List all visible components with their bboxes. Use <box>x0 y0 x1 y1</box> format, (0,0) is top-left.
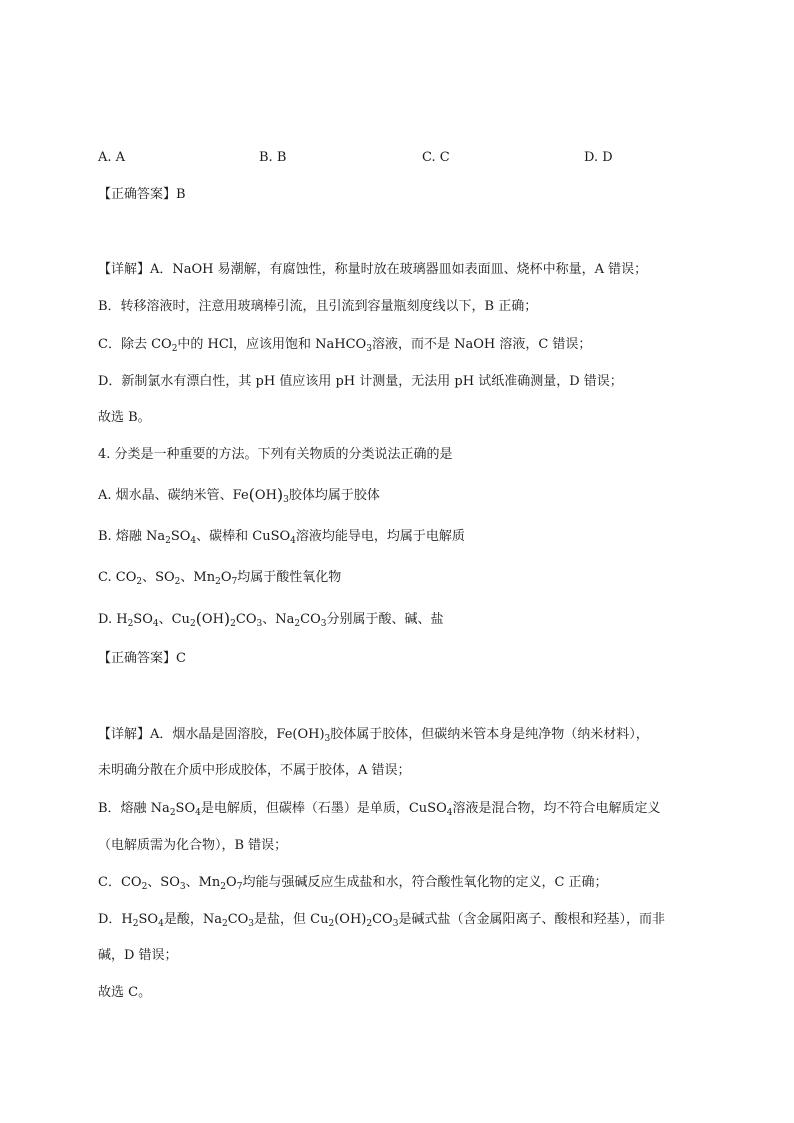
q3-detail-c: C．除去 $CO_2$中的 HCl，应该用饱和 NaHCO$_3$溶液，而不是 NaOH 溶液，C 错误； <box>98 337 592 354</box>
q4-option-a: A. 烟水晶、碳纳米管、$Fe(OH)_3$胶体均属于胶体 <box>98 485 380 505</box>
option-a: A. A <box>98 150 126 165</box>
q4-detail-b-cont: （电解质需为化合物），B 错误； <box>98 838 288 853</box>
q4-option-c: C. $CO_2$、$SO_2$、$Mn_2O_7$均属于酸性氧化物 <box>98 570 342 587</box>
option-b: B. B <box>259 150 287 165</box>
q4-detail-a: 【详解】A．烟水晶是固溶胶，$Fe(OH)_3$胶体属于胶体，但碳纳米管本身是纯净物（纳米材料）， <box>98 727 649 744</box>
option-d: D. D <box>584 150 613 165</box>
q4-detail-b: B．熔融 $Na_2SO_4$是电解质，但碳棒（石墨）是单质，CuSO$_4$溶液是混合物，均不符合电解质定义 <box>98 801 661 818</box>
q3-conclusion: 故选 B。 <box>98 410 151 425</box>
q3-detail-d: D．新制氯水有漂白性，其 pH 值应该用 pH 计测量，无法用 pH 试纸准确测量，D 错误； <box>98 374 623 389</box>
q4-answer: 【正确答案】C <box>98 651 186 666</box>
q3-detail-a: 【详解】A．NaOH 易潮解，有腐蚀性，称量时放在玻璃器皿如表面皿、烧杯中称量，A 错误； <box>98 262 648 277</box>
q4-conclusion: 故选 C。 <box>98 985 152 1000</box>
q4-option-b: B. 熔融 $Na_2SO_4$、碳棒和 CuSO$_4$溶液均能导电，均属于电解质 <box>98 529 465 546</box>
q3-detail-b: B．转移溶液时，注意用玻璃棒引流，且引流到容量瓶刻度线以下，B 正确； <box>98 299 538 314</box>
q4-detail-c: C．$CO_2$、$SO_3$、$Mn_2O_7$均能与强碱反应生成盐和水，符合酸性氧化物的定义，C 正确； <box>98 875 608 892</box>
q4-option-d: D. $H_2SO_4$、$Cu_2(OH)_2CO_3$、$Na_2CO_3$分别属于酸、碱、盐 <box>98 609 444 629</box>
q4-detail-a-cont: 未明确分散在介质中形成胶体，不属于胶体，A 错误； <box>98 763 411 778</box>
q3-answer: 【正确答案】B <box>98 187 186 202</box>
q4-detail-d-cont: 碱，D 错误； <box>98 948 178 963</box>
q4-detail-d: D．$H_2SO_4$是酸，$Na_2CO_3$是盐，但 $Cu_2(OH)_2CO_3$是碱式盐（含金属阳离子、酸根和羟基），而非 <box>98 912 665 929</box>
option-c: C. C <box>422 150 450 165</box>
q4-stem: 4. 分类是一种重要的方法。下列有关物质的分类说法正确的是 <box>98 447 453 462</box>
